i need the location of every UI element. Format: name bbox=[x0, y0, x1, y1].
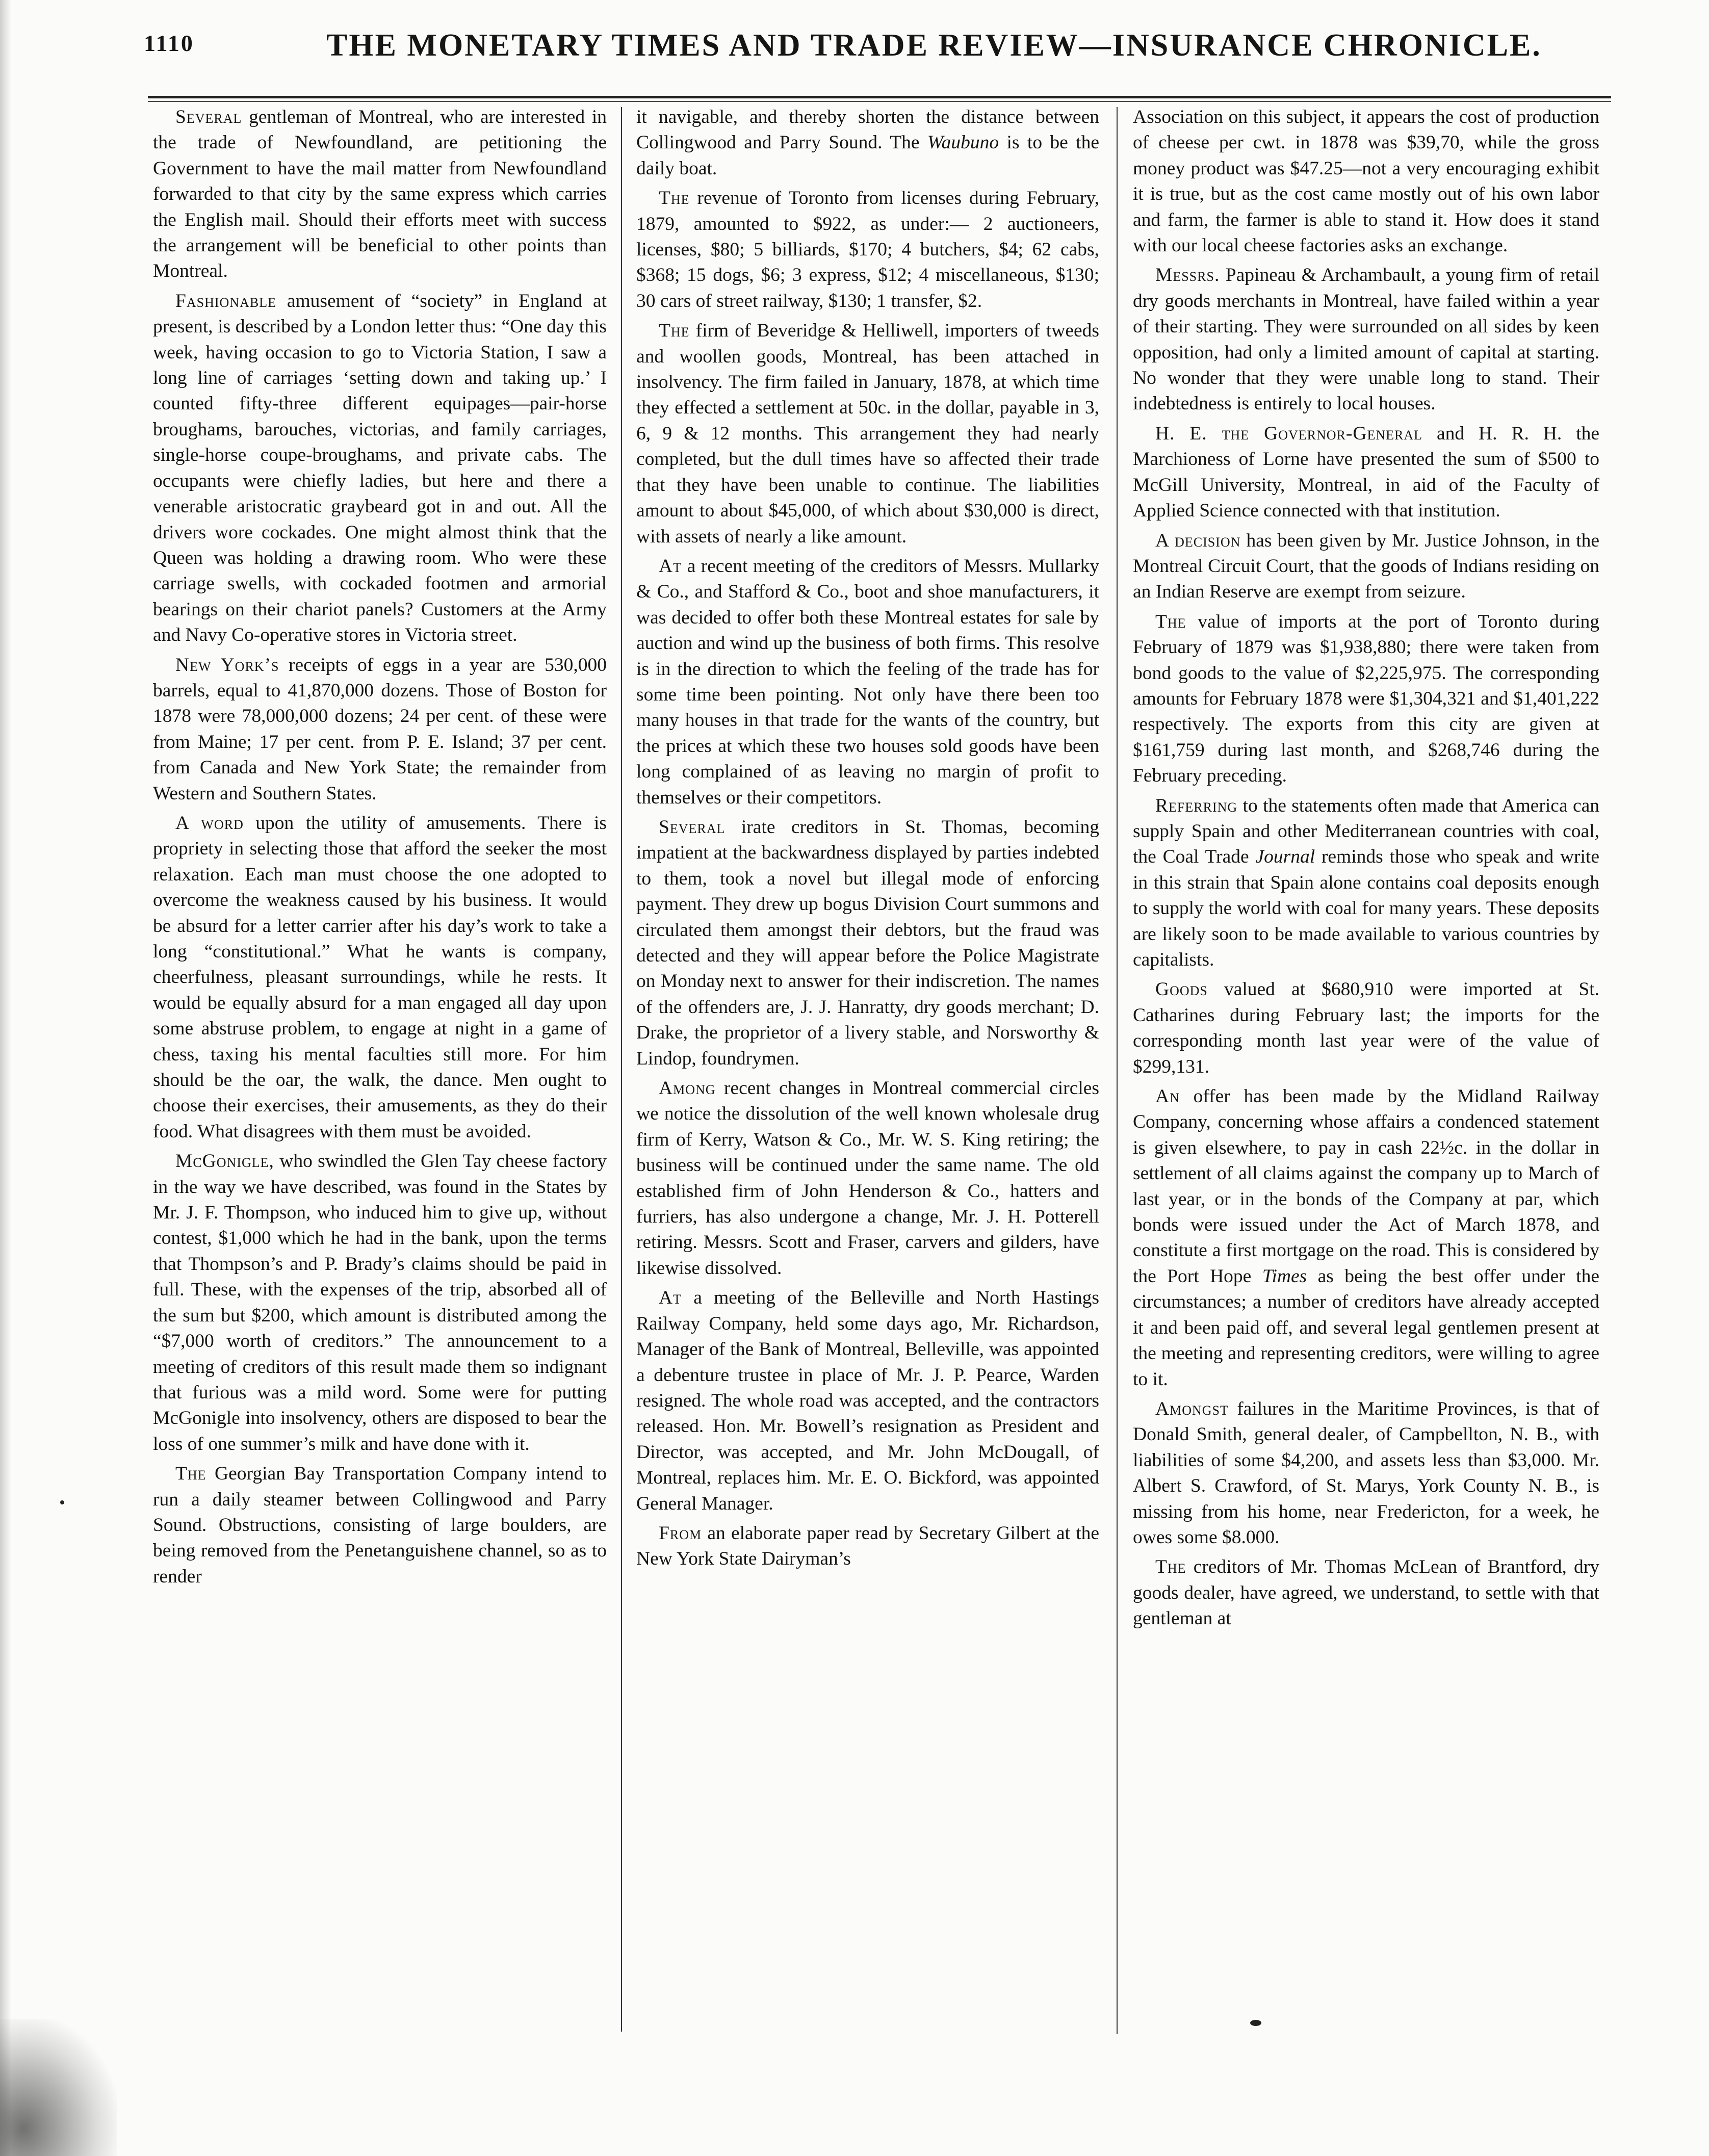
page-number: 1110 bbox=[144, 30, 194, 56]
header-rule bbox=[148, 96, 1611, 98]
paragraph-continued bbox=[1133, 105, 1599, 258]
paragraph bbox=[636, 815, 1099, 1072]
italic-name: Times bbox=[1262, 1265, 1307, 1287]
article-column-2 bbox=[636, 105, 1099, 1572]
italic-name: Journal bbox=[1255, 846, 1315, 868]
paragraph-text: Association on this subject, it appears the cost of production of cheese per cwt. in 1878 was $39,70, while the gross money product was $47.25—not a very encouraging exhibit it is true, but as the cost came mostly out of his own labor and farm, the farmer is able to stand it. How does it stand with our local cheese factories asks an exchange. bbox=[1133, 107, 1599, 256]
masthead-title: THE MONETARY TIMES AND TRADE REVIEW—INSURANCE CHRONICLE. bbox=[326, 28, 1542, 63]
paragraph-text: as being the best offer under the circumstances; a number of creditors have already accepted it and been paid off, and several legal gentlemen present at the meeting and representing creditors, were willing to agree to it. bbox=[1133, 1265, 1599, 1390]
paragraph-text: an elaborate paper read by Secretary Gilbert at the New York State Dairyman’s bbox=[636, 1522, 1100, 1570]
paragraph-text: is to be the daily boat. bbox=[636, 132, 1099, 179]
lead-word: Fashionable bbox=[175, 290, 276, 311]
paragraph-text: and H. R. H. the Marchioness of Lorne have presented the sum of $500 to McGill University, Montreal, in aid of the Faculty of Applied Science connected with that institution. bbox=[1133, 423, 1600, 522]
paragraph bbox=[153, 1149, 607, 1457]
lead-word: A decision bbox=[1155, 530, 1241, 551]
paragraph-text: it navigable, and thereby shorten the distance between Collingwood and Parry Sound. The bbox=[636, 107, 1099, 153]
paragraph-text: Georgian Bay Transportation Company intend to run a daily steamer between Collingwood and Parry Sound. Obstructions, consisting of large boulders, are being removed from the Penetanguishene channel, so as to render bbox=[153, 1463, 607, 1587]
paragraph bbox=[1133, 1396, 1599, 1550]
paragraph-text: irate creditors in St. Thomas, becoming impatient at the backwardness displayed by parties indebted to them, took a novel but illegal mode of enforcing payment. They drew up bogus Division Court summons and circulated them amongst their debtors, but the fraud was detected and they will appear before the Police Magistrate on Monday next to answer for their indiscretion. The names of the offenders are, J. J. Hanratty, dry goods merchant; D. Drake, the proprietor of a livery stable, and Norsworthy & Lindop, foundrymen. bbox=[636, 816, 1100, 1069]
paragraph-continued bbox=[636, 105, 1099, 181]
paragraph-text: offer has been made by the Midland Railway Company, concerning whose affairs a condenced statement is given elsewhere, to pay in cash 22½c. in the dollar in settlement of all claims against the company up to March of last year, or in the bonds of the Company at par, which bonds were issued under the Act of March 1878, and constitute a first mortgage on the road. This is considered by the Port Hope bbox=[1133, 1086, 1599, 1287]
paragraph bbox=[153, 811, 607, 1145]
lead-word: H. E. the Governor-General bbox=[1155, 423, 1422, 444]
paragraph bbox=[1133, 977, 1599, 1080]
paragraph bbox=[1133, 609, 1599, 789]
lead-word: The bbox=[659, 320, 690, 342]
page-edge-shadow bbox=[0, 0, 11, 2156]
italic-name: Waubuno bbox=[927, 132, 999, 153]
article-column-1 bbox=[153, 105, 607, 1590]
lead-word: Several bbox=[175, 107, 242, 127]
lead-word: Goods bbox=[1155, 979, 1208, 1000]
lead-word: Referring bbox=[1155, 795, 1238, 816]
lead-word: Messrs. bbox=[1155, 265, 1220, 286]
paragraph-text: firm of Beveridge & Helliwell, importers of tweeds and woollen goods, Montreal, has been attached in insolvency. The firm failed in January, 1878, at which time they effected a settlement at 50c. in the dollar, payable in 3, 6, 9 & 12 months. This arrangement they had nearly completed, but the dull times have so affected their trade that they have been unable to continue. The liabilities amount to about $45,000, of which about $30,000 is direct, with assets of nearly a like amount. bbox=[636, 320, 1099, 547]
paragraph bbox=[1133, 263, 1599, 417]
paragraph-text: amusement of “society” in England at present, is described by a London letter thus: “One day this week, having occasion to go to Victoria Station, I saw a long line of carriages ‘setting down and taking up.’ I counted fifty-three different equipages—pair-horse broughams, barouches, victorias, and family carriages, single-horse coupe-broughams, and private cabs. The occupants were chiefly ladies, but here and there a venerable aristocratic graybeard got in and out. All the drivers wore cockades. One might almost think that the Queen was holding a drawing room. Who were these carriage swells, with cockaded footmen and armorial bearings on their chariot panels? Customers at the Army and Navy Co-operative stores in Victoria street. bbox=[153, 290, 607, 646]
paragraph bbox=[153, 1461, 607, 1590]
lead-word: The bbox=[659, 188, 690, 209]
paragraph-text: creditors of Mr. Thomas McLean of Brantford, dry goods dealer, have agreed, we understand, to settle with that gentleman at bbox=[1133, 1556, 1600, 1629]
paragraph bbox=[1133, 793, 1599, 973]
paragraph-text: recent changes in Montreal commercial circles we notice the dissolution of the well known wholesale drug firm of Kerry, Watson & Co., Mr. W. S. King retiring; the business will be continued under the same name. The old established firm of John Henderson & Co., hatters and furriers, has also undergone a change, Mr. J. H. Potterell retiring. Messrs. Scott and Fraser, carvers and gilders, have likewise dissolved. bbox=[636, 1078, 1099, 1279]
lead-word: An bbox=[1155, 1086, 1180, 1107]
paragraph-text: upon the utility of amusements. There is propriety in selecting those that afford the seeker the most relaxation. Each man must choose the one adopted to overcome the weakness caused by his business. It would be absurd for a letter carrier after his day’s work to take a long “constitutional.” What he wants is company, cheerfulness, pleasant surroundings, while he rests. It would be equally absurd for a man engaged all day upon some abstruse problem, to engage at night in a game of chess, taxing his mental faculties still more. For him should be the oar, the walk, the dance. Men ought to choose their exercises, their amusements, as they do their food. What disagrees with them must be avoided. bbox=[153, 812, 607, 1142]
ink-speck bbox=[60, 1500, 64, 1504]
paragraph-text: a recent meeting of the creditors of Messrs. Mullarky & Co., and Stafford & Co., boot and shoe manufacturers, it was decided to offer both these Montreal estates for sale by auction and wind up the business of both firms. This resolve is in the direction to which the feeling of the trade has for some time been pointing. Not only have there been too many houses in that trade for the wants of the country, but the prices at which these two houses sold goods have been long complained of as leaving no margin of profit to themselves or their competitors. bbox=[636, 555, 1099, 808]
ink-speck bbox=[1250, 2020, 1261, 2026]
paragraph-text: who swindled the Glen Tay cheese factory in the way we have described, was found in the States by Mr. J. F. Thompson, who induced him to give up, without contest, $1,000 which he had in the bank, upon the terms that Thompson’s and P. Brady’s claims should be paid in full. These, with the expenses of the trip, absorbed all of the sum but $200, which amount is distributed among the “$7,000 worth of creditors.” The announcement to a meeting of creditors of this result made them so indignant that furious was a mild word. Some were for putting McGonigle into insolvency, others are disposed to bear the loss of one summer’s milk and have done with it. bbox=[153, 1151, 607, 1454]
paragraph bbox=[636, 318, 1099, 550]
header-rule-thin bbox=[148, 101, 1611, 102]
paragraph-text: valued at $680,910 were imported at St. Catharines during February last; the imports for the corresponding month last year were of the value of $299,131. bbox=[1133, 979, 1599, 1077]
paragraph-text: value of imports at the port of Toronto during February of 1879 was $1,938,880; there were taken from bond goods to the value of $2,225,975. The corresponding amounts for February 1878 were $1,304,321 and $1,401,222 respectively. The exports from this city are given at $161,759 during last month, and $268,746 during the February preceding. bbox=[1133, 611, 1599, 787]
lead-word: At bbox=[659, 555, 682, 577]
paragraph bbox=[636, 1076, 1099, 1281]
lead-word: New York’s bbox=[175, 654, 279, 676]
paragraph bbox=[636, 554, 1099, 811]
paragraph bbox=[636, 1521, 1099, 1572]
lead-word: At bbox=[659, 1287, 682, 1309]
lead-word: McGonigle, bbox=[175, 1151, 274, 1172]
lead-word: Several bbox=[659, 816, 726, 838]
paragraph-text: a meeting of the Belleville and North Hastings Railway Company, held some days ago, Mr. Richardson, Manager of the Bank of Montreal, Belleville, was appointed a debenture trustee in place of Mr. J. P. Pearce, Warden resigned. The whole road was accepted, and the contractors released. Hon. Mr. Bowell’s resignation as President and Director, was accepted, and Mr. John McDougall, of Montreal, replaces him. Mr. E. O. Bickford, was appointed General Manager. bbox=[636, 1287, 1099, 1514]
paragraph-text: receipts of eggs in a year are 530,000 barrels, equal to 41,870,000 dozens. Those of Boston for 1878 were 78,000,000 dozens; 24 per cent. of these were from Maine; 17 per cent. from P. E. Island; 37 per cent. from Canada and New York State; the remainder from Western and Southern States. bbox=[153, 654, 607, 804]
lead-word: A word bbox=[175, 812, 244, 834]
paragraph bbox=[636, 1285, 1099, 1517]
lead-word: Amongst bbox=[1155, 1398, 1229, 1419]
article-column-3 bbox=[1133, 105, 1599, 1632]
column-divider bbox=[1117, 107, 1118, 2034]
paragraph-text: gentleman of Montreal, who are interested in the trade of Newfoundland, are petitioning the Government to have the mail matter from Newfoundland forwarded to that city by the same express which carries the English mail. Should their efforts meet with success the arrangement will be beneficial to other points than Montreal. bbox=[153, 107, 607, 282]
lead-word: From bbox=[659, 1522, 702, 1544]
paragraph-text: has been given by Mr. Justice Johnson, in the Montreal Circuit Court, that the goods of Indians residing on an Indian Reserve are exempt from seizure. bbox=[1133, 530, 1600, 603]
paragraph bbox=[636, 186, 1099, 314]
scan-smudge bbox=[0, 2019, 117, 2156]
paragraph-text: failures in the Maritime Provinces, is that of Donald Smith, general dealer, of Campbellton, N. B., with liabilities of some $4,200, and assets less than $3,000. Mr. Albert S. Crawford, of St. Marys, York County N. B., is missing from his home, near Fredericton, for a week, he owes some $8.000. bbox=[1133, 1398, 1600, 1548]
paragraph bbox=[1133, 1554, 1599, 1631]
paragraph bbox=[1133, 528, 1599, 605]
lead-word: The bbox=[175, 1463, 206, 1485]
paragraph bbox=[1133, 1084, 1599, 1392]
paragraph-text: revenue of Toronto from licenses during February, 1879, amounted to $922, as under:— 2 auctioneers, licenses, $80; 5 billiards, $170; 4 butchers, $4; 62 cabs, $368; 15 dogs, $6; 3 express, $12; 4 miscellaneous, $130; 30 cars of street railway, $130; 1 transfer, $2. bbox=[636, 188, 1100, 311]
paragraph-text: to the statements often made that America can supply Spain and other Mediterranean countries with coal, the Coal Trade bbox=[1133, 795, 1600, 868]
paragraph bbox=[1133, 421, 1599, 524]
paragraph bbox=[153, 105, 607, 284]
paragraph-text: Papineau & Archambault, a young firm of retail dry goods merchants in Montreal, have failed within a year of their starting. They were surrounded on all sides by keen opposition, had only a limited amount of capital at starting. No wonder that they were unable long to stand. Their indebtedness is entirely to local houses. bbox=[1133, 265, 1599, 414]
lead-word: Among bbox=[659, 1078, 716, 1099]
lead-word: The bbox=[1155, 611, 1186, 632]
column-divider bbox=[621, 107, 622, 2032]
paragraph bbox=[153, 289, 607, 648]
paragraph-text: reminds those who speak and write in this strain that Spain alone contains coal deposits enough to supply the world with coal for many years. These deposits are likely soon to be made available to various countries by capitalists. bbox=[1133, 846, 1599, 970]
lead-word: The bbox=[1155, 1556, 1186, 1578]
paragraph bbox=[153, 653, 607, 807]
